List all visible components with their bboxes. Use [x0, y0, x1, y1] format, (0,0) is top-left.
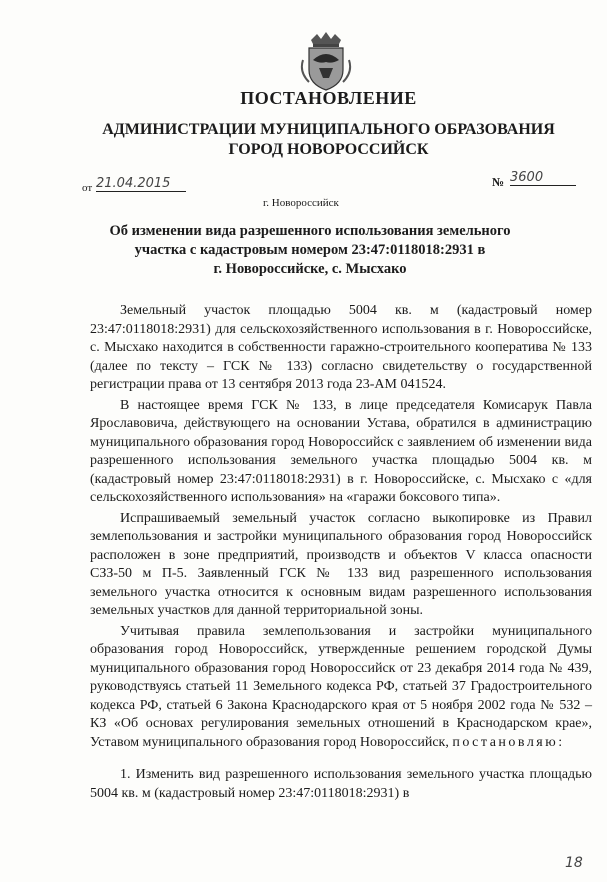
date-prefix: от: [82, 182, 93, 194]
subject-line-3: г. Новороссийске, с. Мысхако: [213, 261, 407, 277]
paragraph-2: В настоящее время ГСК № 133, в лице председателя Комисарук Павла Ярославовича, действующего на основании Устава, обратился в администрацию муниципального образования город Новороссийск с заявлением об изменении вида разрешенного использования земельного участка площадью 5004 кв. м (кадастровый номер 23:47:0118018:2931) в г. Новороссийске, с. Мысхако с «для сельскохозяйственного использования» на «гаражи боксового типа».: [90, 397, 592, 505]
paragraph-4: [90, 623, 592, 753]
coat-of-arms-emblem: [299, 30, 353, 92]
handwritten-number: 3600: [510, 170, 576, 186]
subject-line-2: участка с кадастровым номером 23:47:0118018:2931 в: [134, 242, 486, 258]
paragraph-4-text: Учитывая правила землепользования и застройки муниципального образования город Новороссийск, утвержденные решением городской Думы муниципального образования город Новороссийск от 23 декабря 2014 года № 439, руководствуясь статьей 11 Земельного кодекса РФ, статьей 37 Градостроительного кодекса РФ, статьей 6 Закона Краснодарского края от 5 ноября 2002 года № 532 – КЗ «Об основах регулирования земельных отношений в Краснодарском крае», Уставом муниципального образования город Новороссийск,: [90, 623, 592, 750]
issuing-body-line-2: ГОРОД НОВОРОССИЙСК: [228, 141, 429, 158]
document-body: [90, 302, 592, 803]
decree-word: постановляю:: [452, 734, 565, 750]
document-subject: [60, 222, 560, 279]
issuing-body-line-1: АДМИНИСТРАЦИИ МУНИЦИПАЛЬНОГО ОБРАЗОВАНИЯ: [102, 121, 555, 138]
paragraph-1: Земельный участок площадью 5004 кв. м (кадастровый номер 23:47:0118018:2931) для сельскохозяйственного использования в г. Новороссийске, с. Мысхако находится в собственности гаражно-строительного кооператива № 133 (далее по тексту – ГСК № 133) согласно свидетельству о государственной регистрации права от 13 сентября 2013 года 23-АМ 041524.: [90, 303, 592, 392]
handwritten-page-number: 18: [565, 855, 583, 871]
subject-line-1: Об изменении вида разрешенного использования земельного: [109, 223, 511, 239]
document-type-heading: ПОСТАНОВЛЕНИЕ: [240, 88, 417, 108]
decree-item-1: 1. Изменить вид разрешенного использования земельного участка площадью 5004 кв. м (кадастровый номер 23:47:0118018:2931) в: [90, 767, 592, 801]
paragraph-3: Испрашиваемый земельный участок согласно выкопировке из Правил землепользования и застройки муниципального образования город Новороссийск расположен в зоне предприятий, производств и объектов V класса опасности СЗЗ-50 м П-5. Заявленный ГСК № 133 вид разрешенного использования земельного участка относится к основным видам разрешенного использования земельных участков для данной территориальной зоны.: [90, 510, 592, 618]
city-label: г. Новороссийск: [263, 197, 339, 209]
handwritten-date: 21.04.2015: [96, 176, 186, 192]
number-prefix: №: [492, 175, 505, 189]
